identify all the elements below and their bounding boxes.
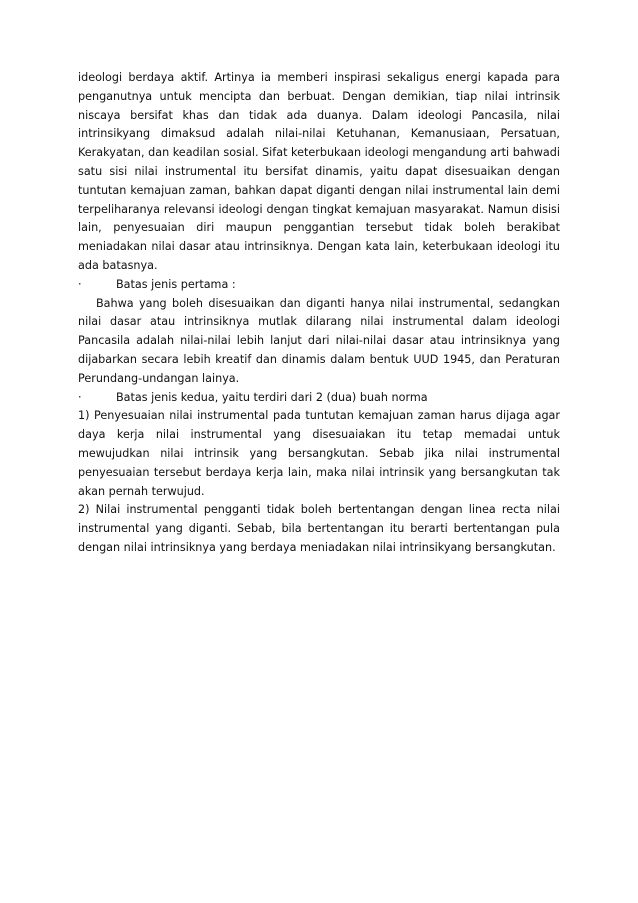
bullet-batas-kedua: [78, 389, 560, 408]
paragraph-ideologi-intro: ideologi berdaya aktif. Artinya ia memberi inspirasi sekaligus energi kapada para penganutnya untuk mencipta dan berbuat. Dengan demikian, tiap nilai intrinsik niscaya bersifat khas dan tidak ada duanya. Dalam ideologi Pancasila, nilai intrinsikyang dimaksud adalah nilai-nilai Ketuhanan, Kemanusiaan, Persatuan, Kerakyatan, dan keadilan sosial. Sifat keterbukaan ideologi mengandung arti bahwadi satu sisi nilai instrumental itu bersifat dinamis, yaitu dapat disesuaikan dengan tuntutan kemajuan zaman, bahkan dapat diganti dengan nilai instrumental lain demi terpeliharanya relevansi ideologi dengan tingkat kemajuan masyarakat. Namun disisi lain, penyesuaian diri maupun penggantian tersebut tidak boleh berakibat meniadakan nilai dasar atau intrinsiknya. Dengan kata lain, keterbukaan ideologi itu ada batasnya.: [78, 71, 560, 272]
document-body: [78, 69, 560, 558]
paragraph-norma-2: 2) Nilai instrumental pengganti tidak boleh bertentangan dengan linea recta nilai instrumental yang diganti. Sebab, bila bertentangan itu berarti bertentangan pula dengan nilai intrinsiknya yang berdaya meniadakan nilai intrinsikyang bersangkutan.: [78, 503, 560, 554]
bullet-marker: ·: [78, 277, 82, 291]
bullet-batas-pertama: [78, 276, 560, 295]
bullet-label: Batas jenis pertama :: [116, 277, 236, 291]
paragraph-norma-1: 1) Penyesuaian nilai instrumental pada tuntutan kemajuan zaman harus dijaga agar daya kerja nilai instrumental yang disesuaiakan itu tetap memadai untuk mewujudkan nilai intrinsik yang bersangkutan. Sebab jika nilai instrumental penyesuaian tersebut berdaya kerja lain, maka nilai intrinsik yang bersangkutan tak akan pernah terwujud.: [78, 409, 560, 498]
bullet-marker: ·: [78, 390, 82, 404]
paragraph-batas-pertama: Bahwa yang boleh disesuaikan dan diganti hanya nilai instrumental, sedangkan nilai dasar atau intrinsiknya mutlak dilarang nilai instrumental dalam ideologi Pancasila adalah nilai-nilai lebih lanjut dari nilai-nilai dasar atau intrinsiknya yang dijabarkan secara lebih kreatif dan dinamis dalam bentuk UUD 1945, dan Peraturan Perundang-undangan lainya.: [78, 296, 560, 385]
bullet-label: Batas jenis kedua, yaitu terdiri dari 2 (dua) buah norma: [116, 390, 428, 404]
